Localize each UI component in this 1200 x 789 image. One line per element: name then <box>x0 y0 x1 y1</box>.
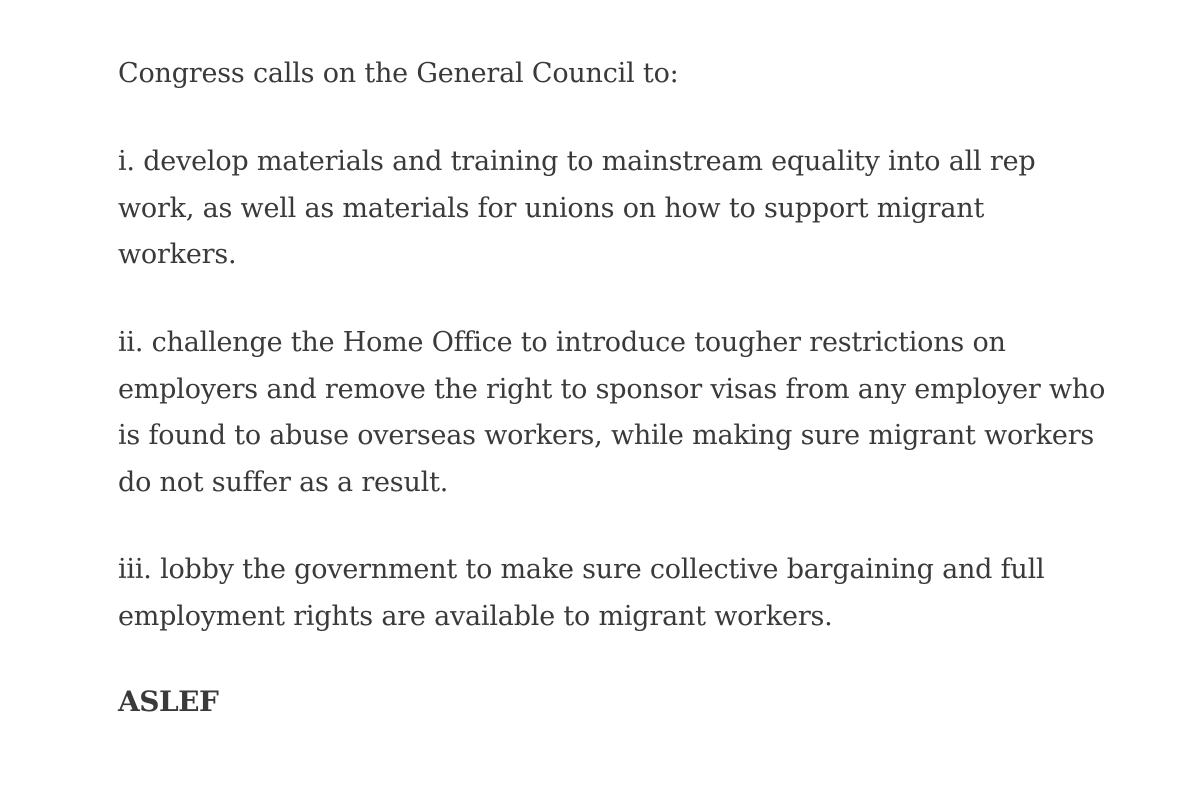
document-page <box>118 0 1118 789</box>
list-item-ii: ii. challenge the Home Office to introduce tougher restrictions on employers and remove the right to sponsor visas from any employer who is found to abuse overseas workers, while making sure migrant workers do not suffer as a result. <box>118 327 1106 498</box>
union-signature: ASLEF <box>118 685 219 718</box>
list-item-iii: iii. lobby the government to make sure collective bargaining and full employment rights are available to migrant workers. <box>118 554 1045 632</box>
list-item-i: i. develop materials and training to mainstream equality into all rep work, as well as materials for unions on how to support migrant workers. <box>118 146 1036 270</box>
intro-paragraph: Congress calls on the General Council to: <box>118 58 679 89</box>
